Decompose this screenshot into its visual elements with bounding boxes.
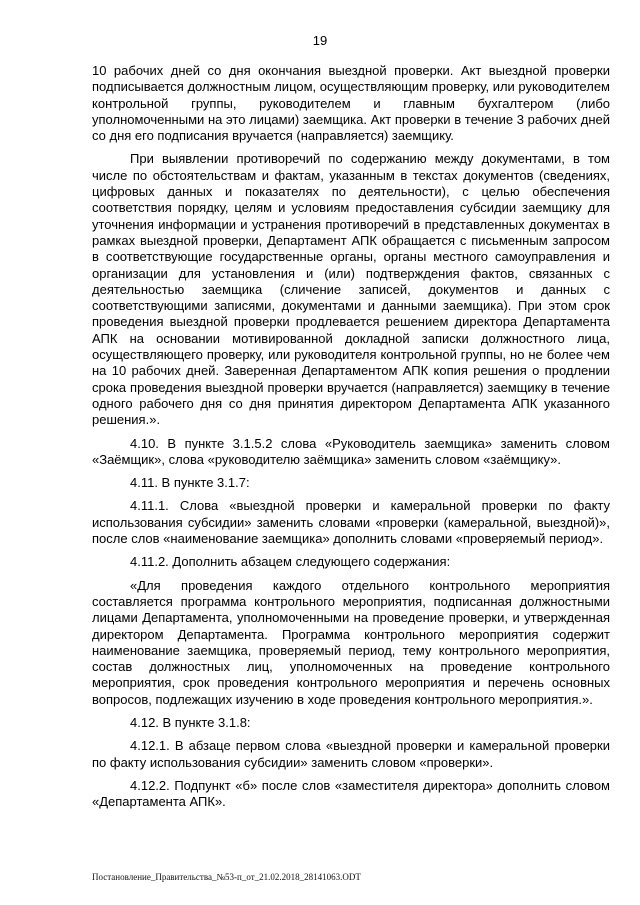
page-number: 19 (312, 33, 328, 48)
paragraph-act-signing: 10 рабочих дней со дня окончания выездной проверки. Акт выездной проверки подписывается должностным лицом, осуществляющим проверку, или руководителем контрольной группы, руководителем и главным бухгалтером (либо уполномоченными на это лицами) заемщика. Акт проверки в течение 3 рабочих дней со дня его подписания вручается (направляется) заемщику. (92, 63, 610, 144)
paragraph-contradictions: При выявлении противоречий по содержанию между документами, в том числе по обстоятельствам и фактам, указанным в текстах документов (сведениях, цифровых данных и показателях по деятельности), с целью обеспечения соответствия порядку, целям и условиям предоставления субсидии заемщику для уточнения информации и устранения противоречий в представленных документах в рамках выездной проверки, Департамент АПК обращается с письменным запросом в соответствующие государственные органы, органы местного самоуправления и организации для установления и (или) подтверждения фактов, связанных с деятельностью заемщика (сличение записей, документов и данных с соответствующими записями, документами и данными заемщика). При этом срок проведения выездной проверки продлевается решением директора Департамента АПК на основании мотивированной докладной записки должностного лица, осуществляющего проверку, или руководителя контрольной группы, но не более чем на 10 рабочих дней. Заверенная Департаментом АПК копия решения о продлении срока проведения выездной проверки вручается (направляется) заемщику в течение одного рабочего дня со дня принятия директором Департамента АПК указанного решения.». (92, 151, 610, 428)
paragraph-4-10: 4.10. В пункте 3.1.5.2 слова «Руководитель заемщика» заменить словом «Заёмщик», слова «руководителю заёмщика» заменить словом «заёмщику». (92, 435, 610, 467)
document-footer: Постановление_Правительства_№53-п_от_21.02.2018_28141063.ODT (92, 872, 361, 882)
paragraph-4-11-2: 4.11.2. Дополнить абзацем следующего содержания: (130, 554, 451, 570)
paragraph-4-11: 4.11. В пункте 3.1.7: (130, 475, 250, 491)
paragraph-4-12: 4.12. В пункте 3.1.8: (130, 714, 251, 730)
document-body (92, 63, 610, 810)
paragraph-program-quote: «Для проведения каждого отдельного контрольного мероприятия составляется программа контрольного мероприятия, подписанная должностными лицами Департамента, уполномоченными на проведение проверки, и утвержденная директором Департамента. Программа контрольного мероприятия содержит наименование заемщика, проверяемый период, тему контрольного мероприятия, состав должностных лиц, уполномоченных на проведение контрольного мероприятия, срок проведения контрольного мероприятия и перечень основных вопросов, подлежащих изучению в ходе проведения контрольного мероприятия.». (92, 577, 610, 707)
paragraph-4-11-1: 4.11.1. Слова «выездной проверки и камеральной проверки по факту использования субсидии» заменить словами «проверки (камеральной, выездной)», после слов «наименование заемщика» дополнить словами «проверяемый период». (92, 498, 610, 547)
paragraph-4-12-1: 4.12.1. В абзаце первом слова «выездной проверки и камеральной проверки по факту использования субсидии» заменить словом «проверки». (92, 738, 610, 770)
paragraph-4-12-2: 4.12.2. Подпункт «б» после слов «заместителя директора» дополнить словом «Департамента АПК». (92, 777, 610, 810)
